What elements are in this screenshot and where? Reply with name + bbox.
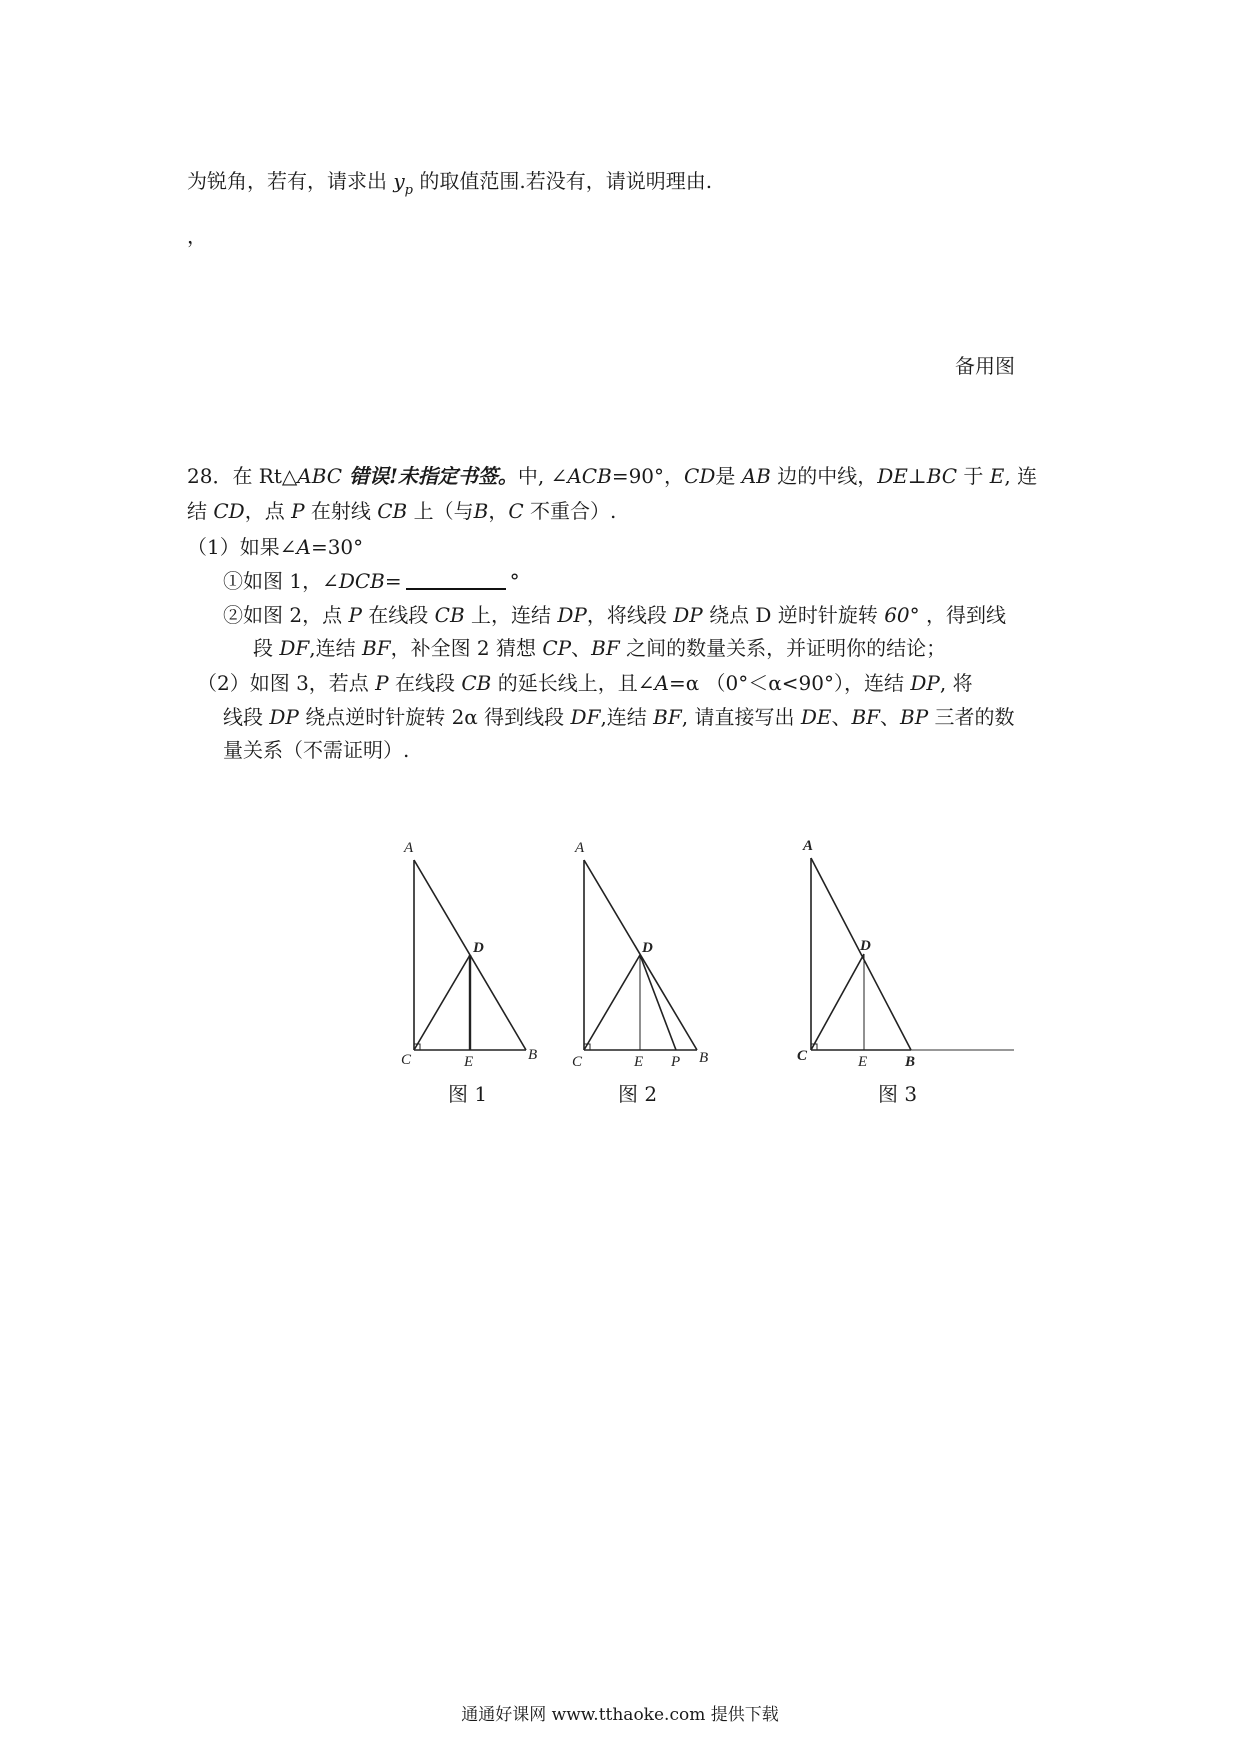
prev-question-line: 为锐角，若有，请求出 $y_p$ 的取值范围.若没有，请说明理由.: [187, 169, 713, 198]
fig2-label-b: B: [699, 1050, 709, 1066]
page-footer: 通通好课网 www.tthaoke.com 提供下载: [461, 1705, 779, 1725]
fig3-caption: 图 3: [878, 1082, 918, 1106]
part2-line2: 线段 DP 绕点逆时针旋转 2α 得到线段 DF,连结 BF, 请直接写出 DE、BF、BP 三者的数: [223, 705, 1015, 729]
part1-sub1: ①如图 1，∠DCB= °: [223, 569, 520, 593]
part1-sub2-line2: 段 DF,连结 BF，补全图 2 猜想 CP、BF 之间的数量关系，并证明你的结论；: [253, 636, 947, 660]
q28-line-2: 结 CD，点 P 在射线 CB 上（与B，C 不重合）.: [187, 499, 617, 523]
spare-figure-label: 备用图: [955, 354, 1015, 378]
fig3-label-d: D: [860, 938, 871, 954]
fig3-label-a: A: [803, 838, 814, 854]
fig3-segment-cd: [811, 954, 864, 1050]
fig1-caption: 图 1: [448, 1082, 488, 1106]
fig2-caption: 图 2: [618, 1082, 658, 1106]
fig1-segment-cd: [414, 955, 470, 1050]
stray-mark: ，: [187, 224, 207, 248]
part1-sub2-line1: ②如图 2，点 P 在线段 CB 上，连结 DP，将线段 DP 绕点 D 逆时针旋转 60° ，得到线: [223, 603, 1006, 627]
fig1-label-e: E: [464, 1054, 474, 1070]
fig2-label-d: D: [642, 940, 653, 956]
part2-line3: 量关系（不需证明）.: [223, 738, 410, 762]
fig2-label-e: E: [634, 1054, 644, 1070]
fig3-label-b: B: [905, 1054, 916, 1070]
fig1-label-d: D: [473, 940, 484, 956]
figure-1: [414, 860, 526, 1050]
fig2-segment-cd: [584, 955, 640, 1050]
fig2-segment-dp: [640, 955, 676, 1050]
figure-2: [584, 860, 697, 1050]
fig3-label-c: C: [797, 1048, 808, 1064]
fig2-label-a: A: [575, 840, 585, 856]
part2-line1: （2）如图 3，若点 P 在线段 CB 的延长线上，且∠A=α （0°＜α<90°），连结 DP, 将: [197, 671, 973, 695]
fig1-label-c: C: [401, 1052, 412, 1068]
figure-3: [811, 858, 1014, 1050]
part1-heading: （1）如果∠A=30°: [187, 535, 364, 559]
fig1-label-a: A: [404, 840, 414, 856]
fig2-label-c: C: [572, 1054, 583, 1070]
fig3-label-e: E: [858, 1054, 868, 1070]
fig2-label-p: P: [671, 1054, 681, 1070]
fig1-label-b: B: [528, 1047, 538, 1063]
q28-line-1: 28．在 Rt△ABC 错误!未指定书签。中, ∠ACB=90°，CD是 AB 边的中线，DE⊥BC 于 E, 连: [187, 464, 1038, 488]
